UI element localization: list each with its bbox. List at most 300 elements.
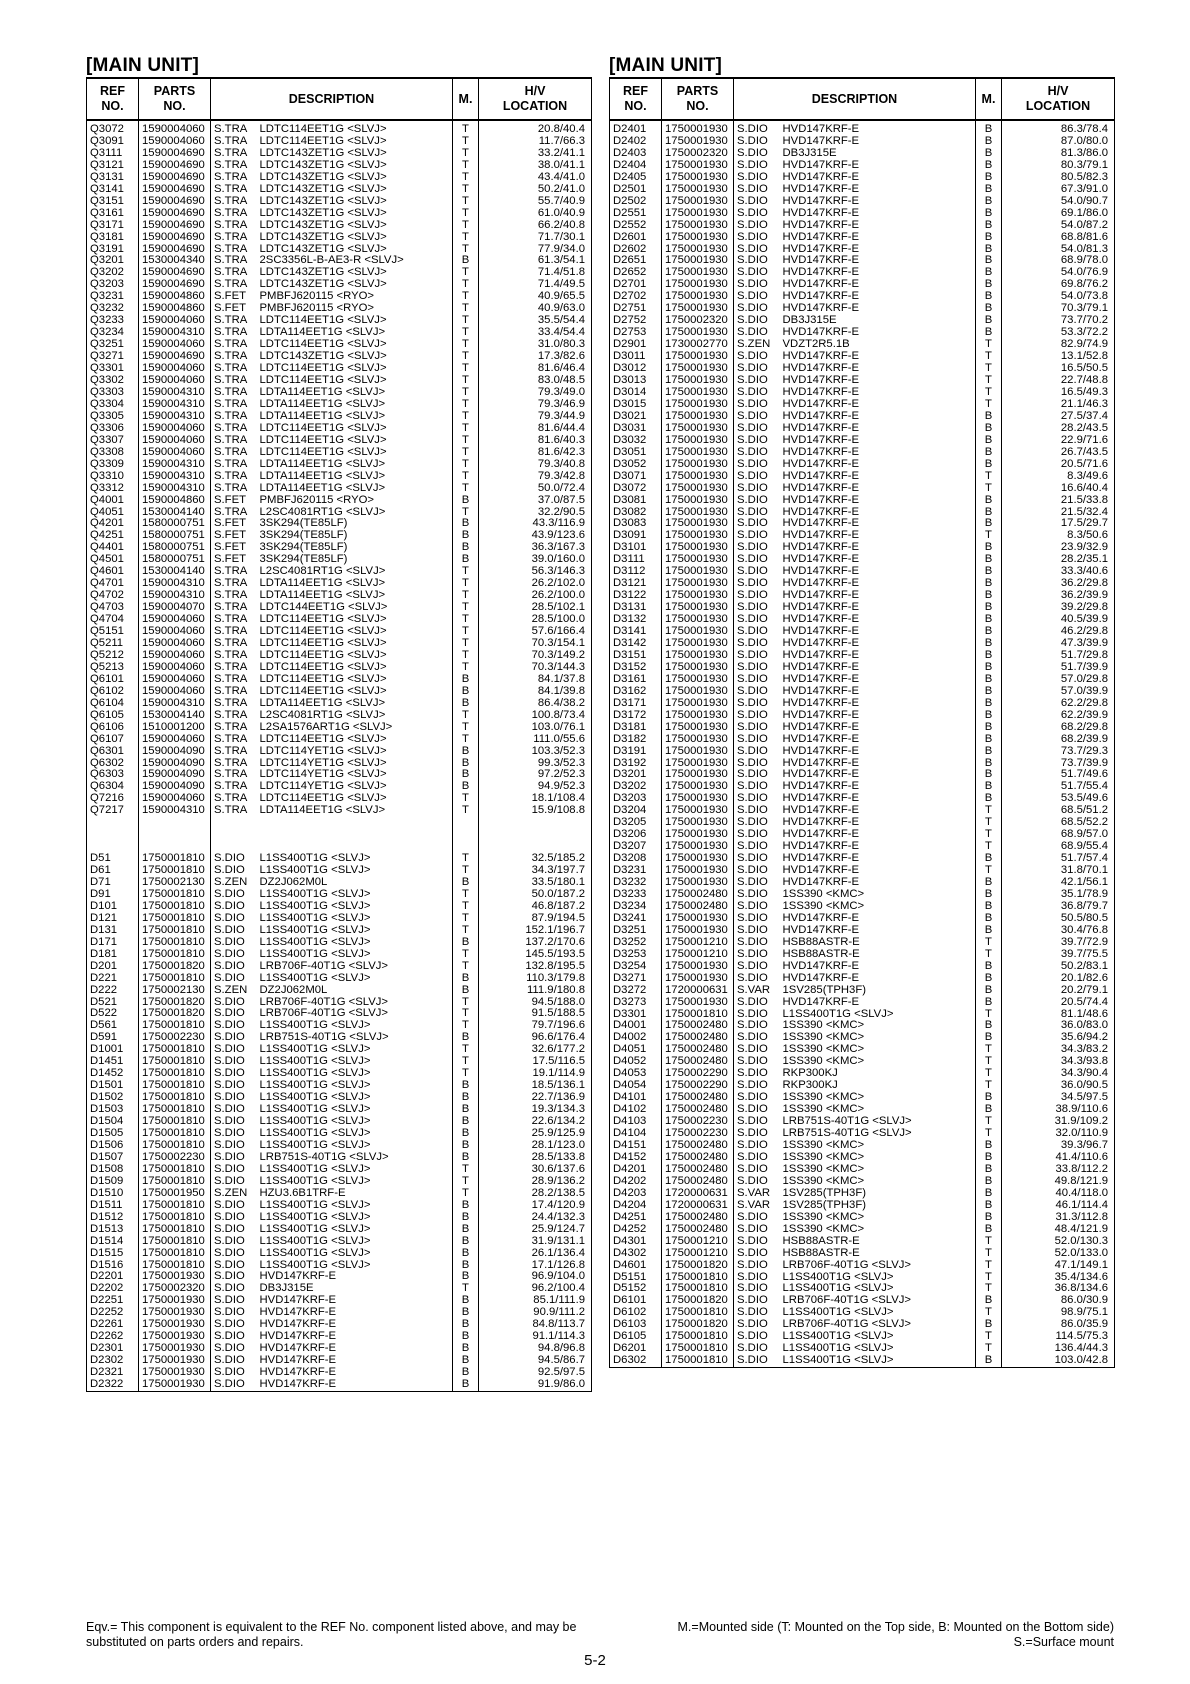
description-cell: LDTA114EET1G <SLVJ> <box>257 387 453 399</box>
category-cell: S.DIO <box>734 255 780 267</box>
table-row <box>610 817 1115 829</box>
ref-no-cell: D3091 <box>610 530 662 542</box>
parts-no-cell: 1590004690 <box>139 351 211 363</box>
table-row <box>87 1152 592 1164</box>
table-row <box>87 805 592 817</box>
table-row <box>610 877 1115 889</box>
category-cell: S.TRA <box>211 327 257 339</box>
parts-no-cell: 1750001810 <box>139 1260 211 1272</box>
ref-no-cell: D1512 <box>87 1212 139 1224</box>
location-cell: 152.1/196.7 <box>479 925 592 937</box>
table-row <box>610 148 1115 160</box>
parts-no-cell: 1590004060 <box>139 363 211 375</box>
mounted-side-cell: B <box>453 255 479 267</box>
ref-no-cell: D6101 <box>610 1295 662 1307</box>
description-cell: HVD147KRF-E <box>780 973 976 985</box>
parts-no-cell: 1750001930 <box>662 674 734 686</box>
location-cell: 22.7/136.9 <box>479 1092 592 1104</box>
category-cell: S.DIO <box>211 1032 257 1044</box>
parts-no-cell: 1590004310 <box>139 399 211 411</box>
category-cell: S.DIO <box>211 901 257 913</box>
ref-no-cell: Q3231 <box>87 291 139 303</box>
mounted-side-cell: T <box>976 805 1002 817</box>
parts-no-cell: 1750001930 <box>139 1355 211 1367</box>
table-row <box>610 602 1115 614</box>
category-cell: S.DIO <box>734 865 780 877</box>
description-cell: HVD147KRF-E <box>780 530 976 542</box>
table-row <box>610 650 1115 662</box>
table-row <box>610 865 1115 877</box>
ref-no-cell: D3052 <box>610 459 662 471</box>
category-cell: S.ZEN <box>211 985 257 997</box>
parts-no-cell: 1750001810 <box>139 1104 211 1116</box>
table-row <box>610 495 1115 507</box>
parts-no-cell: 1590004060 <box>139 650 211 662</box>
ref-no-cell: Q3312 <box>87 483 139 495</box>
location-cell: 54.0/81.3 <box>1002 244 1115 256</box>
location-cell: 40.9/65.5 <box>479 291 592 303</box>
mounted-side-cell: T <box>453 196 479 208</box>
location-cell: 43.3/116.9 <box>479 518 592 530</box>
ref-no-cell: D3011 <box>610 351 662 363</box>
ref-no-cell: Q3121 <box>87 160 139 172</box>
ref-no-cell: Q3111 <box>87 148 139 160</box>
description-cell: LDTC143ZET1G <SLVJ> <box>257 220 453 232</box>
description-cell: HVD147KRF-E <box>780 471 976 483</box>
ref-no-cell: D201 <box>87 961 139 973</box>
parts-no-cell: 1750001930 <box>662 471 734 483</box>
ref-no-cell: Q3302 <box>87 375 139 387</box>
mounted-side-cell: T <box>453 1056 479 1068</box>
location-cell: 19.1/114.9 <box>479 1068 592 1080</box>
category-cell: S.DIO <box>734 901 780 913</box>
mounted-side-cell: B <box>453 1092 479 1104</box>
mounted-side-cell: T <box>453 291 479 303</box>
mounted-side-cell: T <box>976 841 1002 853</box>
description-cell: LDTC114EET1G <SLVJ> <box>257 734 453 746</box>
table-row <box>87 686 592 698</box>
ref-no-cell: D3251 <box>610 925 662 937</box>
location-cell: 31.8/70.1 <box>1002 865 1115 877</box>
table-row <box>610 638 1115 650</box>
location-cell: 52.0/133.0 <box>1002 1248 1115 1260</box>
category-cell: S.ZEN <box>734 339 780 351</box>
parts-no-cell: 1750001930 <box>139 1331 211 1343</box>
description-cell: HVD147KRF-E <box>780 435 976 447</box>
table-row <box>87 781 592 793</box>
location-cell: 98.9/75.1 <box>1002 1307 1115 1319</box>
ref-no-cell: D3253 <box>610 949 662 961</box>
ref-no-cell: Q3271 <box>87 351 139 363</box>
parts-no-cell: 1750002480 <box>662 1176 734 1188</box>
description-cell: LDTA114EET1G <SLVJ> <box>257 459 453 471</box>
mounted-side-cell: B <box>976 148 1002 160</box>
table-row <box>87 949 592 961</box>
description-cell: L1SS400T1G <SLVJ> <box>257 1080 453 1092</box>
parts-no-cell: 1510001200 <box>139 722 211 734</box>
ref-no-cell: D1509 <box>87 1176 139 1188</box>
parts-no-cell: 1590004690 <box>139 244 211 256</box>
ref-no-cell: D71 <box>87 877 139 889</box>
description-cell: HVD147KRF-E <box>780 351 976 363</box>
parts-no-cell: 1750001930 <box>662 554 734 566</box>
parts-no-cell: 1750001950 <box>139 1188 211 1200</box>
category-cell: S.DIO <box>211 1236 257 1248</box>
table-row <box>610 590 1115 602</box>
table-row <box>610 686 1115 698</box>
mounted-side-cell: T <box>453 913 479 925</box>
ref-no-cell: D4203 <box>610 1188 662 1200</box>
parts-no-cell: 1750002320 <box>662 315 734 327</box>
ref-no-cell: D3234 <box>610 901 662 913</box>
location-cell: 43.9/123.6 <box>479 530 592 542</box>
parts-no-cell: 1590004690 <box>139 232 211 244</box>
description-cell: HVD147KRF-E <box>257 1295 453 1307</box>
description-cell: LDTC114EET1G <SLVJ> <box>257 686 453 698</box>
table-row <box>87 746 592 758</box>
ref-no-cell: D2901 <box>610 339 662 351</box>
description-cell: HVD147KRF-E <box>780 913 976 925</box>
description-cell: L1SS400T1G <SLVJ> <box>257 1200 453 1212</box>
location-cell: 13.1/52.8 <box>1002 351 1115 363</box>
parts-no-cell: 1590004860 <box>139 291 211 303</box>
parts-no-cell: 1750001930 <box>662 279 734 291</box>
table-row <box>610 1068 1115 1080</box>
category-cell: S.TRA <box>211 315 257 327</box>
footnote-mounted-side <box>609 1620 1114 1650</box>
mounted-side-cell: B <box>976 662 1002 674</box>
header-ref-no: REF NO. <box>610 78 662 120</box>
mounted-side-cell: B <box>976 554 1002 566</box>
parts-no-cell: 1750001930 <box>662 769 734 781</box>
location-cell: 46.2/29.8 <box>1002 626 1115 638</box>
parts-no-cell: 1750001930 <box>662 303 734 315</box>
ref-no-cell: D3081 <box>610 495 662 507</box>
description-cell: HVD147KRF-E <box>257 1331 453 1343</box>
ref-no-cell: D3112 <box>610 566 662 578</box>
ref-no-cell: Q3251 <box>87 339 139 351</box>
description-cell: HVD147KRF-E <box>780 686 976 698</box>
parts-no-cell: 1750001930 <box>662 566 734 578</box>
mounted-side-cell: T <box>453 351 479 363</box>
description-cell: 1SS390 <KMC> <box>780 1044 976 1056</box>
category-cell: S.TRA <box>211 483 257 495</box>
table-row <box>610 662 1115 674</box>
table-row <box>87 1271 592 1283</box>
description-cell: HVD147KRF-E <box>780 578 976 590</box>
mounted-side-cell: B <box>976 495 1002 507</box>
category-cell: S.TRA <box>211 351 257 363</box>
mounted-side-cell: B <box>453 542 479 554</box>
parts-no-cell: 1750001810 <box>139 1140 211 1152</box>
location-cell: 39.7/72.9 <box>1002 937 1115 949</box>
ref-no-cell: D3231 <box>610 865 662 877</box>
description-cell: L1SS400T1G <SLVJ> <box>257 1236 453 1248</box>
ref-no-cell: D6102 <box>610 1307 662 1319</box>
location-cell: 96.6/176.4 <box>479 1032 592 1044</box>
parts-no-cell: 1750001930 <box>662 160 734 172</box>
ref-no-cell: D3192 <box>610 758 662 770</box>
category-cell: S.DIO <box>734 626 780 638</box>
location-cell: 68.5/52.2 <box>1002 817 1115 829</box>
location-cell: 62.2/39.9 <box>1002 710 1115 722</box>
ref-no-cell: Q7216 <box>87 793 139 805</box>
location-cell: 11.7/66.3 <box>479 136 592 148</box>
table-row <box>610 291 1115 303</box>
ref-no-cell: D3161 <box>610 674 662 686</box>
location-cell: 110.3/179.8 <box>479 973 592 985</box>
parts-no-cell: 1750001930 <box>662 734 734 746</box>
ref-no-cell: D4301 <box>610 1236 662 1248</box>
ref-no-cell: D3201 <box>610 769 662 781</box>
parts-no-cell: 1750002480 <box>662 1020 734 1032</box>
ref-no-cell: D3272 <box>610 985 662 997</box>
category-cell: S.DIO <box>734 172 780 184</box>
ref-no-cell: D2753 <box>610 327 662 339</box>
category-cell: S.VAR <box>734 1188 780 1200</box>
ref-no-cell: Q6302 <box>87 758 139 770</box>
location-cell: 31.9/131.1 <box>479 1236 592 1248</box>
description-cell: LDTC143ZET1G <SLVJ> <box>257 351 453 363</box>
table-row <box>610 208 1115 220</box>
category-cell: S.FET <box>211 518 257 530</box>
mounted-side-cell: T <box>976 1331 1002 1343</box>
description-cell: HVD147KRF-E <box>780 399 976 411</box>
ref-no-cell: D2252 <box>87 1307 139 1319</box>
table-row <box>610 518 1115 530</box>
table-row <box>610 913 1115 925</box>
category-cell: S.DIO <box>734 1056 780 1068</box>
location-cell: 8.3/50.6 <box>1002 530 1115 542</box>
description-cell: L1SS400T1G <SLVJ> <box>780 1331 976 1343</box>
location-cell: 16.5/50.5 <box>1002 363 1115 375</box>
description-cell: 1SS390 <KMC> <box>780 901 976 913</box>
mounted-side-cell: B <box>453 1331 479 1343</box>
ref-no-cell: D1502 <box>87 1092 139 1104</box>
ref-no-cell: D3181 <box>610 722 662 734</box>
parts-no-cell: 1750002480 <box>662 1212 734 1224</box>
category-cell: S.DIO <box>734 315 780 327</box>
table-row <box>87 638 592 650</box>
mounted-side-cell: T <box>453 447 479 459</box>
mounted-side-cell: T <box>453 793 479 805</box>
header-ref-no: REF NO. <box>87 78 139 120</box>
mounted-side-cell: B <box>453 1260 479 1272</box>
description-cell: HVD147KRF-E <box>780 997 976 1009</box>
category-cell: S.DIO <box>734 1319 780 1331</box>
parts-no-cell: 1750001810 <box>662 1009 734 1021</box>
ref-no-cell: D131 <box>87 925 139 937</box>
mounted-side-cell: B <box>976 232 1002 244</box>
category-cell: S.DIO <box>734 1355 780 1367</box>
parts-no-cell: 1750001930 <box>662 208 734 220</box>
category-cell: S.TRA <box>211 507 257 519</box>
mounted-side-cell: T <box>453 638 479 650</box>
location-cell: 23.9/32.9 <box>1002 542 1115 554</box>
description-cell: LDTC143ZET1G <SLVJ> <box>257 160 453 172</box>
mounted-side-cell: B <box>453 698 479 710</box>
location-cell: 22.7/48.8 <box>1002 375 1115 387</box>
parts-no-cell: 1750001820 <box>662 1260 734 1272</box>
mounted-side-cell: B <box>976 1020 1002 1032</box>
description-cell: HVD147KRF-E <box>257 1307 453 1319</box>
table-row <box>610 542 1115 554</box>
parts-no-cell: 1590004060 <box>139 435 211 447</box>
category-cell: S.DIO <box>734 1307 780 1319</box>
ref-no-cell: D3132 <box>610 614 662 626</box>
category-cell: S.DIO <box>211 1379 257 1391</box>
table-row <box>610 1272 1115 1284</box>
parts-no-cell: 1590004070 <box>139 602 211 614</box>
mounted-side-cell: T <box>976 1009 1002 1021</box>
mounted-side-cell: T <box>453 662 479 674</box>
description-cell: LDTA114EET1G <SLVJ> <box>257 590 453 602</box>
location-cell: 68.9/57.0 <box>1002 829 1115 841</box>
parts-no-cell: 1750001210 <box>662 937 734 949</box>
ref-no-cell: D121 <box>87 913 139 925</box>
parts-no-cell: 1750001810 <box>139 889 211 901</box>
mounted-side-cell: B <box>453 1080 479 1092</box>
ref-no-cell: D2202 <box>87 1283 139 1295</box>
description-cell: DB3J315E <box>780 148 976 160</box>
parts-no-cell: 1750001810 <box>139 1176 211 1188</box>
location-cell: 51.7/57.4 <box>1002 853 1115 865</box>
category-cell: S.DIO <box>734 913 780 925</box>
category-cell: S.DIO <box>734 1080 780 1092</box>
description-cell: HVD147KRF-E <box>780 626 976 638</box>
category-cell: S.DIO <box>211 961 257 973</box>
location-cell: 32.0/110.9 <box>1002 1128 1115 1140</box>
description-cell: L1SS400T1G <SLVJ> <box>257 1212 453 1224</box>
mounted-side-cell: B <box>453 1367 479 1379</box>
category-cell: S.DIO <box>734 1176 780 1188</box>
location-cell: 33.2/41.1 <box>479 148 592 160</box>
table-row <box>610 435 1115 447</box>
location-cell: 67.3/91.0 <box>1002 184 1115 196</box>
description-cell: LDTC114EET1G <SLVJ> <box>257 793 453 805</box>
table-row <box>87 1092 592 1104</box>
location-cell: 36.0/90.5 <box>1002 1080 1115 1092</box>
category-cell: S.TRA <box>211 120 257 136</box>
ref-no-cell: Q6304 <box>87 781 139 793</box>
mounted-side-cell: B <box>976 638 1002 650</box>
ref-no-cell: Q3232 <box>87 303 139 315</box>
parts-no-cell: 1750001930 <box>662 291 734 303</box>
category-cell: S.DIO <box>734 1295 780 1307</box>
mounted-side-cell: T <box>976 375 1002 387</box>
table-row <box>87 674 592 686</box>
table-row <box>87 698 592 710</box>
location-cell: 53.3/72.2 <box>1002 327 1115 339</box>
description-cell: 3SK294(TE85LF) <box>257 518 453 530</box>
category-cell: S.TRA <box>211 722 257 734</box>
description-cell: LDTA114EET1G <SLVJ> <box>257 578 453 590</box>
ref-no-cell: D3152 <box>610 662 662 674</box>
description-cell: L1SS400T1G <SLVJ> <box>780 1355 976 1367</box>
parts-no-cell: 1750001820 <box>662 1295 734 1307</box>
mounted-side-cell: T <box>453 232 479 244</box>
mounted-side-cell: B <box>976 542 1002 554</box>
category-cell: S.DIO <box>734 602 780 614</box>
table-row <box>610 1331 1115 1343</box>
location-cell: 71.4/51.8 <box>479 267 592 279</box>
parts-no-cell: 1590004060 <box>139 375 211 387</box>
table-row <box>87 1212 592 1224</box>
table-row <box>610 1164 1115 1176</box>
parts-no-cell: 1750001930 <box>662 841 734 853</box>
location-cell: 84.8/113.7 <box>479 1319 592 1331</box>
mounted-side-cell: T <box>453 614 479 626</box>
location-cell: 91.1/114.3 <box>479 1331 592 1343</box>
right-parts-table <box>609 77 1115 1368</box>
category-cell: S.TRA <box>211 196 257 208</box>
parts-no-cell: 1590004060 <box>139 339 211 351</box>
table-row <box>610 1236 1115 1248</box>
category-cell: S.DIO <box>734 1224 780 1236</box>
parts-no-cell: 1750001810 <box>662 1307 734 1319</box>
category-cell: S.TRA <box>211 172 257 184</box>
mounted-side-cell: B <box>453 1032 479 1044</box>
ref-no-cell: D3254 <box>610 961 662 973</box>
ref-no-cell: D5151 <box>610 1272 662 1284</box>
description-cell: HVD147KRF-E <box>780 279 976 291</box>
table-row <box>87 853 592 865</box>
parts-no-cell: 1750001930 <box>662 698 734 710</box>
ref-no-cell: D1508 <box>87 1164 139 1176</box>
location-cell: 73.7/29.3 <box>1002 746 1115 758</box>
description-cell: L1SS400T1G <SLVJ> <box>780 1343 976 1355</box>
category-cell: S.DIO <box>734 1260 780 1272</box>
description-cell: HVD147KRF-E <box>257 1343 453 1355</box>
mounted-side-cell: B <box>976 901 1002 913</box>
category-cell: S.DIO <box>211 1140 257 1152</box>
parts-no-cell: 1590004310 <box>139 471 211 483</box>
table-row <box>610 781 1115 793</box>
table-row <box>87 961 592 973</box>
ref-no-cell: Q3233 <box>87 315 139 327</box>
category-cell: S.DIO <box>734 267 780 279</box>
table-row <box>87 985 592 997</box>
description-cell: HVD147KRF-E <box>780 208 976 220</box>
location-cell: 50.0/72.4 <box>479 483 592 495</box>
table-row <box>87 483 592 495</box>
ref-no-cell: D561 <box>87 1020 139 1032</box>
category-cell: S.DIO <box>734 184 780 196</box>
description-cell: HVD147KRF-E <box>780 925 976 937</box>
category-cell: S.TRA <box>211 136 257 148</box>
category-cell: S.TRA <box>211 674 257 686</box>
location-cell: 96.9/104.0 <box>479 1271 592 1283</box>
category-cell: S.DIO <box>734 351 780 363</box>
parts-no-cell: 1750001810 <box>139 853 211 865</box>
mounted-side-cell: B <box>976 614 1002 626</box>
location-cell: 36.3/167.3 <box>479 542 592 554</box>
ref-no-cell: D4051 <box>610 1044 662 1056</box>
parts-no-cell: 1750001930 <box>139 1271 211 1283</box>
mounted-side-cell: B <box>453 1212 479 1224</box>
mounted-side-cell: B <box>976 1212 1002 1224</box>
category-cell: S.ZEN <box>211 1188 257 1200</box>
category-cell <box>211 817 257 829</box>
parts-no-cell: 1750002480 <box>662 1164 734 1176</box>
location-cell: 20.5/71.6 <box>1002 459 1115 471</box>
category-cell: S.TRA <box>211 578 257 590</box>
parts-no-cell: 1750001810 <box>139 1224 211 1236</box>
category-cell: S.DIO <box>734 459 780 471</box>
parts-no-cell: 1590004690 <box>139 279 211 291</box>
parts-no-cell: 1750001930 <box>662 518 734 530</box>
parts-no-cell: 1530004140 <box>139 566 211 578</box>
